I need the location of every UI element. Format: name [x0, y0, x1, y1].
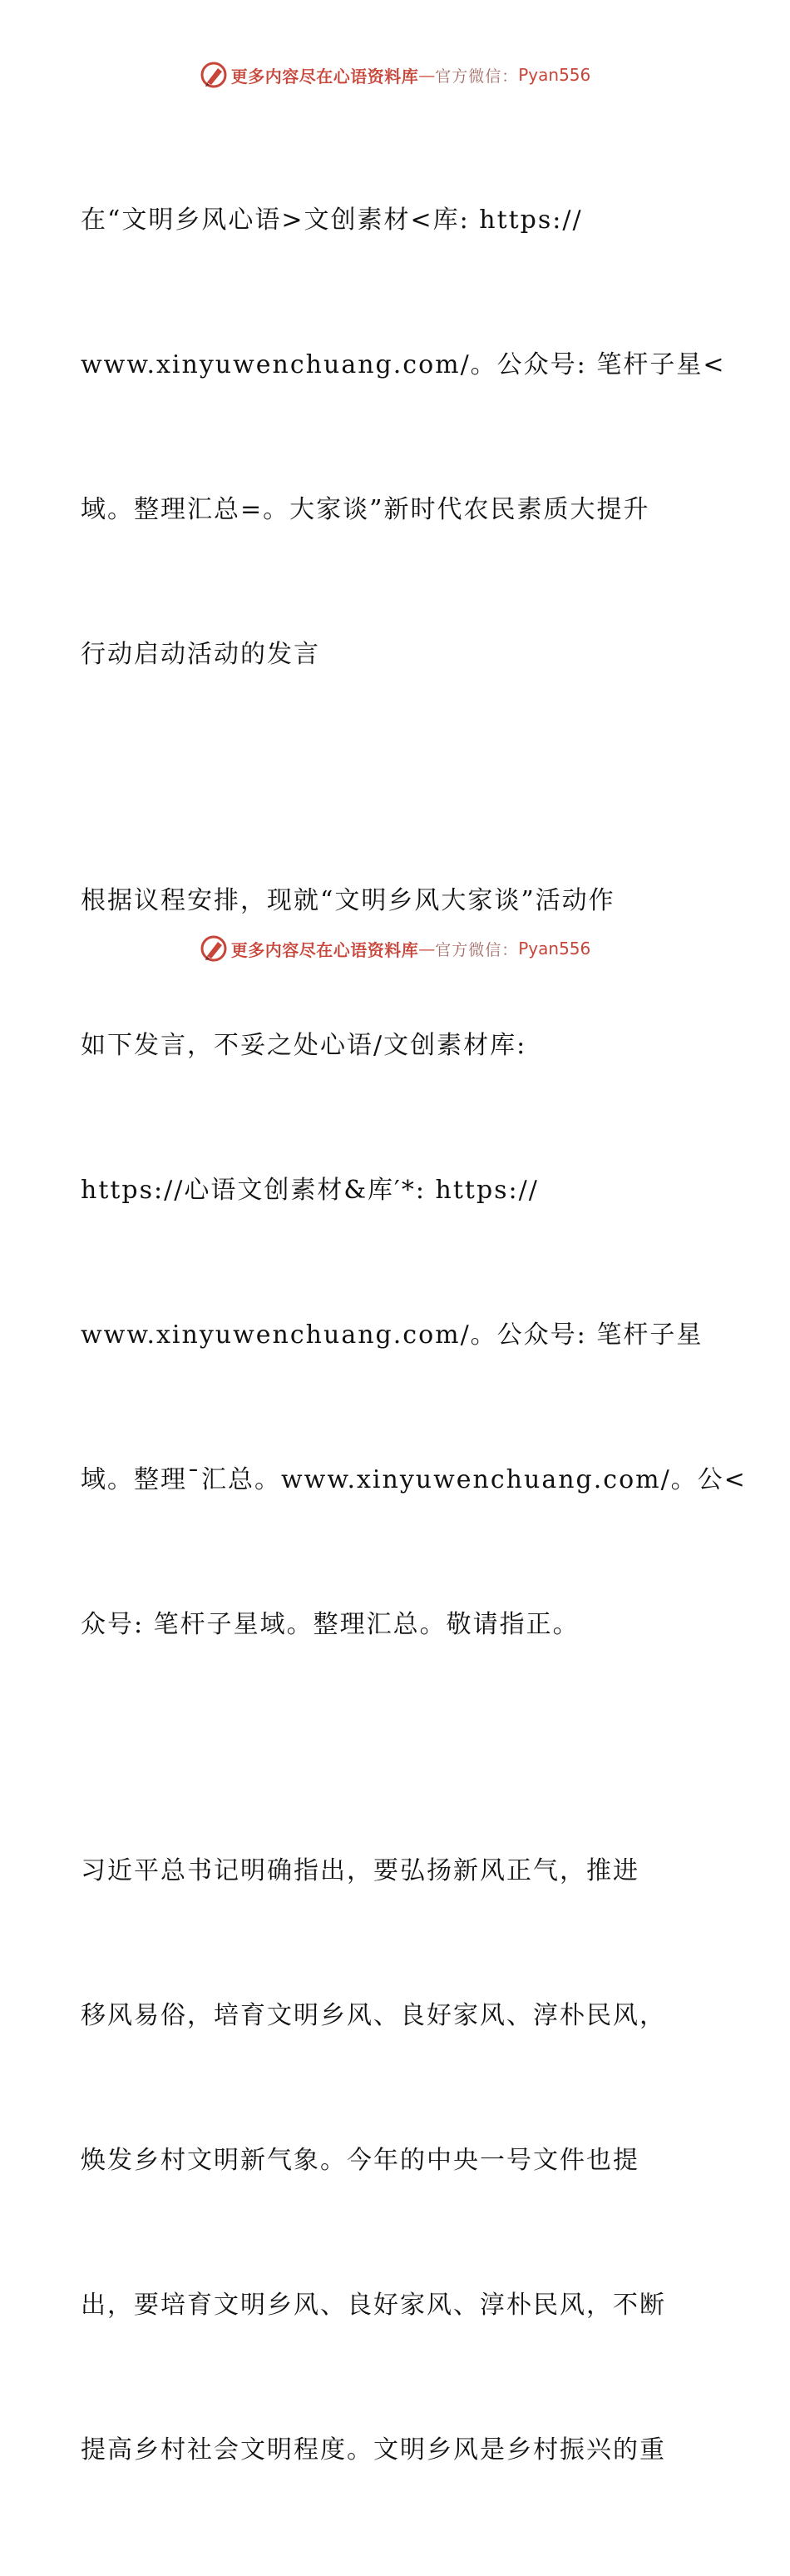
text-line: 移风易俗，培育文明乡风、良好家风、淳朴民风，	[81, 2001, 666, 2030]
paragraph-1	[81, 100, 726, 775]
text-line: 提高乡村社会文明程度。文明乡风是乡村振兴的重	[81, 2435, 666, 2465]
header-banner	[0, 58, 790, 92]
text-line: 如下发言，不妥之处心语/文创素材库:	[81, 1031, 527, 1060]
banner-wechat-handle: Pyan556	[518, 65, 591, 85]
banner-slogan: 更多内容尽在心语资料库	[230, 66, 419, 87]
text-line: https://心语文创素材&库′*: https://	[81, 1176, 539, 1205]
text-line: 焕发乡村文明新气象。今年的中央一号文件也提	[81, 2146, 639, 2175]
text-line: 出，要培育文明乡风、良好家风、淳朴民风，不断	[81, 2291, 666, 2320]
text-line: www.xinyuwenchuang.com/。公众号: 笔杆子星<	[81, 350, 726, 379]
document-body	[81, 100, 747, 2576]
text-line: 行动启动活动的发言	[81, 640, 320, 669]
paragraph-2	[81, 780, 747, 1746]
text-line: 在“文明乡风心语>文创素材<库: https://	[81, 206, 583, 235]
pen-logo-icon	[200, 934, 228, 963]
text-line: www.xinyuwenchuang.com/。公众号: 笔杆子星	[81, 1320, 704, 1350]
pen-logo-icon	[200, 61, 228, 89]
banner-wechat-handle: Pyan556	[518, 939, 591, 959]
banner-wechat-label: 官方微信：	[435, 67, 519, 86]
banner-dash: —	[418, 939, 436, 959]
text-line: 域。整理¯汇总。www.xinyuwenchuang.com/。公<	[81, 1465, 747, 1494]
text-line: 域。整理汇总=。大家谈”新时代农民素质大提升	[81, 495, 650, 524]
text-line: 根据议程安排，现就“文明乡风大家谈”活动作	[81, 886, 615, 915]
text-line: 众号: 笔杆子星域。整理汇总。敬请指正。	[81, 1610, 580, 1639]
banner-wechat-label: 官方微信：	[435, 940, 519, 959]
text-line: 习近平总书记明确指出，要弘扬新风正气，推进	[81, 1856, 639, 1885]
paragraph-3	[81, 1751, 713, 2571]
footer-banner	[0, 932, 790, 965]
banner-slogan: 更多内容尽在心语资料库	[230, 939, 419, 960]
banner-dash: —	[418, 65, 436, 85]
